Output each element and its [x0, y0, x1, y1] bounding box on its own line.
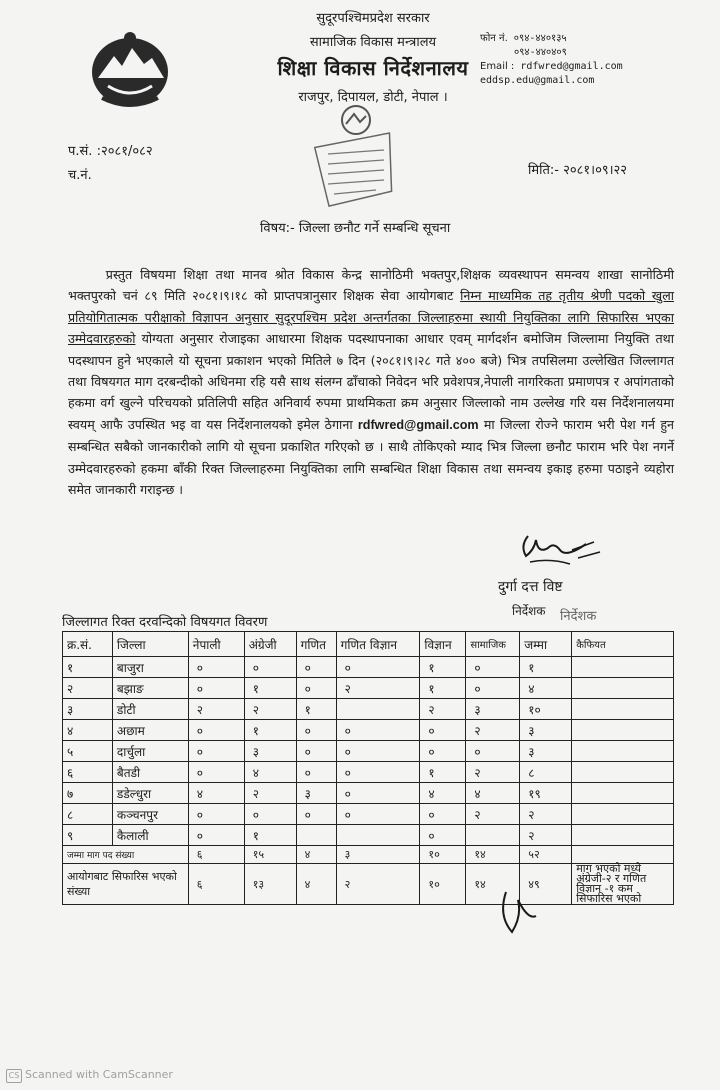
row-math	[296, 825, 336, 846]
row-district: बैतडी	[112, 762, 188, 783]
row-science: २	[420, 699, 466, 720]
row-district: डोटी	[112, 699, 188, 720]
row-sn: २	[63, 678, 113, 699]
row-math-science: ०	[336, 720, 420, 741]
row-total: ३	[520, 741, 572, 762]
nepal-emblem-icon	[88, 28, 172, 110]
rec-nepali: ६	[188, 864, 244, 905]
table-row	[63, 741, 674, 762]
reference-block	[68, 140, 153, 188]
row-nepali: ०	[188, 720, 244, 741]
recommended-label: आयोगबाट सिफारिस भएको संख्या	[63, 864, 189, 905]
row-total: ४	[520, 678, 572, 699]
body-part-2: योग्यता अनुसार रोजाइका आधारमा शिक्षक पदस्थापनाका आधार एवम् मार्गदर्शन बमोजिम जिल्लामा नियुक्ति तथा पदस्थापन हुने भएकाले यो सूचना प्रकाशन भएको मितिले ७ दिन (२०८१।९।२८ गते ४०० बजे) भित्र तपसिलमा उल्लेखित जिल्लागत तथा विषयगत माग दरबन्दीको अधिनमा रहि यसै साथ संलग्न ढाँचाको निवेदन भरि प्रवेशपत्र,नेपाली नागरिकता प्रमाणपत्र र अपांगताको हकमा वर्ग खुल्ने परिचयको प्रतिलिपी सहित अनिवार्य रुपमा प्राथमिकता क्रम अनुसार जिल्लाको नाम उल्लेख गरि यस निर्देशनालयमा स्वयम् आफै उपस्थित भइ वा यस निर्देशनालयको इमेल ठेगाना	[68, 331, 674, 432]
row-science: ४	[420, 783, 466, 804]
row-district: बाजुरा	[112, 657, 188, 678]
row-science: ०	[420, 804, 466, 825]
row-english: ०	[244, 804, 296, 825]
row-district: बझाङ	[112, 678, 188, 699]
row-english: १	[244, 678, 296, 699]
row-math: ३	[296, 783, 336, 804]
row-social: ३	[466, 699, 520, 720]
signatory-name: दुर्गा दत्त विष्ट	[498, 579, 563, 595]
email-2: eddsp.edu@gmail.com	[480, 75, 595, 86]
row-sn: ४	[63, 720, 113, 741]
table-row	[63, 825, 674, 846]
row-remarks	[572, 720, 674, 741]
row-total: २	[520, 804, 572, 825]
table-row	[63, 678, 674, 699]
header-total: जम्मा	[520, 632, 572, 657]
scanner-text: Scanned with CamScanner	[25, 1068, 173, 1081]
row-math-science: ०	[336, 762, 420, 783]
row-nepali: ०	[188, 678, 244, 699]
row-math: ०	[296, 720, 336, 741]
rec-social: १४	[466, 864, 520, 905]
row-math: ०	[296, 741, 336, 762]
row-social: २	[466, 720, 520, 741]
signatory-stamp: निर्देशक	[560, 609, 597, 624]
row-english: २	[244, 699, 296, 720]
row-sn: ८	[63, 804, 113, 825]
row-math-science: ०	[336, 783, 420, 804]
table-signature-icon	[492, 886, 542, 938]
row-total: १	[520, 657, 572, 678]
table-body	[63, 657, 674, 846]
letter-date: मिति:- २०८१।०९।२२	[528, 163, 628, 178]
row-total: ३	[520, 720, 572, 741]
header-english: अंग्रेजी	[244, 632, 296, 657]
row-english: ०	[244, 657, 296, 678]
row-math-science	[336, 699, 420, 720]
notice-body	[68, 264, 674, 500]
row-total: २	[520, 825, 572, 846]
phone-number-1: ०९४-४४०१३५	[513, 33, 567, 44]
row-english: ३	[244, 741, 296, 762]
row-science: ०	[420, 720, 466, 741]
row-remarks	[572, 678, 674, 699]
table-title: जिल्लागत रिक्त दरवन्दिको विषयगत विवरण	[62, 615, 268, 630]
row-remarks	[572, 699, 674, 720]
email-label: Email :	[480, 61, 515, 72]
row-math: ०	[296, 657, 336, 678]
total-sum: ५२	[520, 846, 572, 864]
row-remarks	[572, 825, 674, 846]
rec-math: ४	[296, 864, 336, 905]
letter-number: प.सं. :२०८१/०८२	[68, 144, 153, 159]
office-stamp-icon	[310, 98, 402, 208]
row-total: १०	[520, 699, 572, 720]
ministry-name: सामाजिक विकास मन्त्रालय	[309, 35, 437, 50]
header-math-science: गणित विज्ञान	[336, 632, 420, 657]
row-math-science: ०	[336, 804, 420, 825]
camscanner-icon: CS	[6, 1069, 22, 1083]
row-nepali: ४	[188, 783, 244, 804]
row-nepali: ०	[188, 741, 244, 762]
body-part-3: मा जिल्ला रोज्ने फाराम भरी पेश गर्न हुन सम्बन्धित सबैको जानकारीको लागि यो सूचना प्रकाशित गरिएको छ । साथै तोकिएको म्याद भित्र जिल्ला छनौट फाराम भरि पेश नगर्ने उम्मेदवारहरुको हकमा बाँकी रिक्त जिल्लाहरुमा नियुक्तिका लागि सम्बन्धित शिक्षा विकास तथा समन्वय इकाइ हरुमा पठाइने व्यहोरा समेत जानकारी गराइन्छ ।	[68, 416, 674, 498]
table-row	[63, 783, 674, 804]
row-district: डडेल्धुरा	[112, 783, 188, 804]
scanner-watermark	[6, 1068, 173, 1083]
row-sn: ७	[63, 783, 113, 804]
total-english: १५	[244, 846, 296, 864]
rec-remarks: माग भएको मध्ये अंग्रेजी-२ र गणित विज्ञान -१ कम सिफारिस भएको	[572, 864, 674, 905]
table-total-row	[63, 846, 674, 864]
table-header-row	[63, 632, 674, 657]
row-math-science: ०	[336, 657, 420, 678]
row-remarks	[572, 741, 674, 762]
table-row	[63, 804, 674, 825]
row-remarks	[572, 762, 674, 783]
header-math: गणित	[296, 632, 336, 657]
total-math: ४	[296, 846, 336, 864]
header-remarks: कैफियत	[572, 632, 674, 657]
row-social: ४	[466, 783, 520, 804]
row-nepali: ०	[188, 825, 244, 846]
row-science: १	[420, 678, 466, 699]
row-sn: ९	[63, 825, 113, 846]
row-english: २	[244, 783, 296, 804]
row-social: ०	[466, 678, 520, 699]
row-english: १	[244, 825, 296, 846]
total-social: १४	[466, 846, 520, 864]
row-total: ८	[520, 762, 572, 783]
table-row	[63, 720, 674, 741]
subject-line: विषय:- जिल्ला छनौट गर्ने सम्बन्धि सूचना	[260, 221, 451, 236]
row-total: १९	[520, 783, 572, 804]
total-math-science: ३	[336, 846, 420, 864]
row-social: ०	[466, 741, 520, 762]
row-nepali: ०	[188, 657, 244, 678]
directorate-name: शिक्षा विकास निर्देशनालय	[277, 56, 469, 80]
header-district: जिल्ला	[112, 632, 188, 657]
row-district: कैलाली	[112, 825, 188, 846]
row-district: दार्चुला	[112, 741, 188, 762]
row-social: २	[466, 804, 520, 825]
row-science: १	[420, 657, 466, 678]
rec-sum: ४९	[520, 864, 572, 905]
total-nepali: ६	[188, 846, 244, 864]
body-email-link[interactable]: rdfwred@gmail.com	[357, 417, 479, 432]
row-remarks	[572, 804, 674, 825]
row-science: ०	[420, 825, 466, 846]
row-math-science: २	[336, 678, 420, 699]
row-math: ०	[296, 804, 336, 825]
row-sn: ५	[63, 741, 113, 762]
row-math: ०	[296, 678, 336, 699]
row-science: १	[420, 762, 466, 783]
phone-number-2: ०९४-४४०४०९	[514, 47, 567, 58]
row-nepali: ०	[188, 762, 244, 783]
government-name: सुदूरपश्चिमप्रदेश सरकार	[316, 11, 430, 26]
body-underlined: निम्न माध्यमिक तह तृतीय श्रेणी पदको खुला प्रतियोगितात्मक परीक्षाको विज्ञापन अनुसार सुदूरपश्चिम प्रदेश अन्तर्गतका जिल्लाहरुमा स्थायी नियुक्तिका लागि सिफारिस भएका उम्मेदवारहरुको	[68, 288, 674, 347]
body-part-1: प्रस्तुत विषयमा शिक्षा तथा मानव श्रोत विकास केन्द्र सानोठिमी भक्तपुर,शिक्षक व्यवस्थापन समन्वय शाखा सानोठिमी भक्तपुरको चनं ८९ मिति २०८१।९।१८ को प्राप्तपत्रानुसार शिक्षक सेवा आयोगबाट	[68, 267, 674, 304]
row-math: ०	[296, 762, 336, 783]
row-sn: ३	[63, 699, 113, 720]
rec-english: १३	[244, 864, 296, 905]
row-math-science	[336, 825, 420, 846]
row-sn: १	[63, 657, 113, 678]
table-recommended-row	[63, 864, 674, 905]
row-nepali: ०	[188, 804, 244, 825]
vacancy-table	[62, 631, 674, 905]
total-label: जम्मा माग पद संख्या	[63, 846, 189, 864]
header-social: सामाजिक	[466, 632, 520, 657]
table-row	[63, 699, 674, 720]
rec-science: १०	[420, 864, 466, 905]
row-social	[466, 825, 520, 846]
row-district: कञ्चनपुर	[112, 804, 188, 825]
row-remarks	[572, 657, 674, 678]
contact-block	[480, 32, 623, 88]
row-science: ०	[420, 741, 466, 762]
header-nepali: नेपाली	[188, 632, 244, 657]
table-row	[63, 657, 674, 678]
table-row	[63, 762, 674, 783]
office-address: राजपुर, दिपायल, डोटी, नेपाल ।	[298, 90, 448, 105]
dispatch-number: च.नं.	[68, 168, 92, 183]
row-english: ४	[244, 762, 296, 783]
row-nepali: २	[188, 699, 244, 720]
header-sn: क्र.सं.	[63, 632, 113, 657]
letterhead	[268, 8, 478, 105]
phone-label: फोन नं.	[480, 33, 508, 44]
email-1: rdfwred@gmail.com	[520, 61, 623, 72]
row-district: अछाम	[112, 720, 188, 741]
total-remarks	[572, 846, 674, 864]
rec-math-science: २	[336, 864, 420, 905]
total-science: १०	[420, 846, 466, 864]
row-math-science: ०	[336, 741, 420, 762]
row-remarks	[572, 783, 674, 804]
row-math: १	[296, 699, 336, 720]
signatory-title: निर्देशक	[512, 604, 546, 618]
row-sn: ६	[63, 762, 113, 783]
row-social: ०	[466, 657, 520, 678]
header-science: विज्ञान	[420, 632, 466, 657]
row-social: २	[466, 762, 520, 783]
row-english: १	[244, 720, 296, 741]
